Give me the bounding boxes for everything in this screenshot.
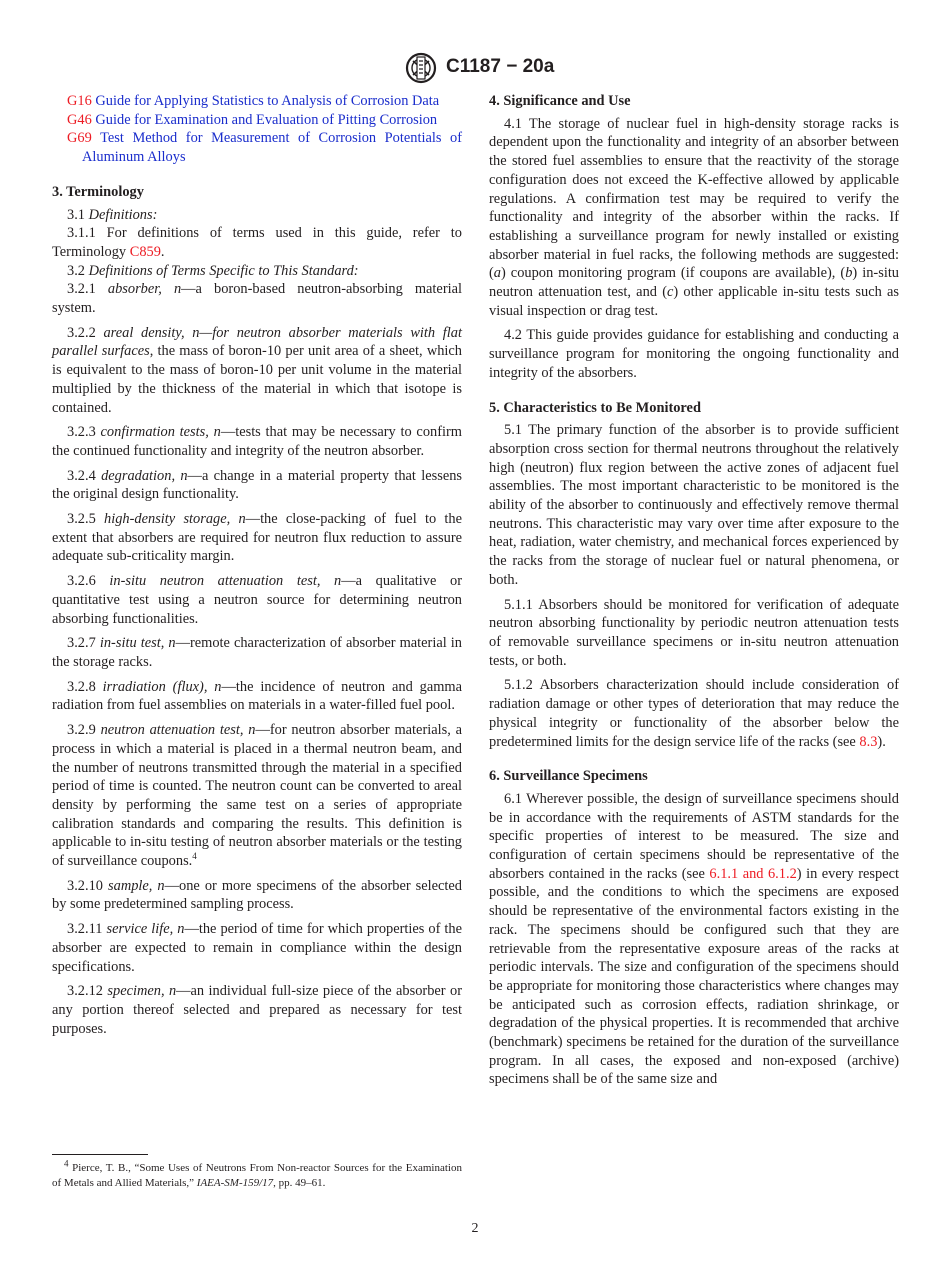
term-definition: —one or more specimens of the absorber selected by some predetermined sampling process. <box>52 877 462 913</box>
term-name: in-situ neutron attenuation test, n <box>109 573 342 590</box>
term-definition: —the incidence of neutron and gamma radiation from fuel assemblies on materials in a water-filled fuel pool. <box>52 678 462 714</box>
term-name: confirmation tests, n <box>100 424 221 441</box>
para-6-1 <box>489 790 899 1089</box>
para-4-1 <box>489 115 899 321</box>
footnote-citation: IAEA-SM-159/17 <box>196 1176 274 1189</box>
section-4-heading: 4. Significance and Use <box>489 93 631 109</box>
term-number: 3.2.9 <box>67 722 96 739</box>
para-text: 5.1.2 Absorbers characterization should include consideration of radiation damage or other types of deterioration that may reduce the physical integrity or functionality of the absorber below the predetermined limits for the design service life of the racks (see <box>489 677 899 750</box>
term-definition: —the close-packing of fuel to the extent that absorbers are required for neutron flux reduction to assure adequate sub-criticality margin. <box>52 511 462 565</box>
footnote-text: Pierce, T. B., “Some Uses of Neutrons From Non-reactor Sources for the Examination of Metals and Allied Materials,” <box>52 1162 462 1189</box>
para-text: ) coupon monitoring program (if coupons are available), ( <box>501 265 846 282</box>
term-number: 3.2.7 <box>67 635 96 652</box>
para-5-1-1: 5.1.1 Absorbers should be monitored for verification of adequate neutron absorbing functionality by periodic neutron attenuation tests of removable surveillance specimens or in-situ neutron attenuation tests, or both. <box>489 596 899 669</box>
term-definition: , the mass of boron-10 per unit area of a sheet, which is equivalent to the mass of boron-10 per unit volume in the material multiplied by the thickness of the material in which that isotope is contained. <box>52 343 462 416</box>
para-text: ). <box>877 733 886 750</box>
reference-g46 <box>52 111 462 130</box>
section-6-heading: 6. Surveillance Specimens <box>489 768 648 785</box>
reference-code[interactable]: G69 <box>67 130 92 147</box>
para-text: 3.1.1 For definitions of terms used in this guide, refer to Terminology <box>52 225 462 260</box>
term-name: neutron attenuation test, n <box>100 722 256 739</box>
term-3-2-4 <box>52 467 462 504</box>
section-6-1-1-link[interactable]: 6.1.1 and 6.1.2 <box>709 865 797 882</box>
term-name: in-situ test, n <box>99 635 176 652</box>
left-column <box>52 92 462 1038</box>
term-3-2-9 <box>52 721 462 871</box>
footnote-marker[interactable]: 4 <box>192 851 197 862</box>
term-3-2-11 <box>52 920 462 976</box>
term-name: high-density storage, n <box>104 511 246 528</box>
term-number: 3.2.6 <box>67 573 96 590</box>
term-number: 3.2.11 <box>67 921 103 938</box>
term-number: 3.2.3 <box>67 424 96 441</box>
term-definition: —an individual full-size piece of the absorber or any portion thereof selected and prepared as necessary for test purposes. <box>52 983 462 1037</box>
para-label: Definitions: <box>88 206 158 223</box>
footnote-divider <box>52 1154 148 1155</box>
astm-logo-icon <box>403 52 439 84</box>
term-number: 3.2.10 <box>67 877 103 894</box>
term-number: 3.2.4 <box>67 467 96 484</box>
reference-code[interactable]: G46 <box>67 111 92 128</box>
reference-g69 <box>52 129 462 166</box>
footnote-number: 4 <box>64 1158 69 1169</box>
section-8-3-link[interactable]: 8.3 <box>859 733 878 750</box>
reference-title[interactable]: Guide for Applying Statistics to Analysis of Corrosion Data <box>95 93 440 109</box>
term-3-2-8 <box>52 678 462 715</box>
footnote-4 <box>52 1158 462 1190</box>
section-3-heading: 3. Terminology <box>52 183 144 200</box>
term-name: sample, n <box>108 877 165 894</box>
term-number: 3.2.5 <box>67 511 96 528</box>
term-definition: —remote characterization of absorber material in the storage racks. <box>52 635 463 670</box>
term-number: 3.2.12 <box>67 983 103 1000</box>
term-definition: —for neutron absorber materials, a process in which a material is placed in a thermal neutron beam, and the number of neutrons transmitted through the material in a specified period of time is counted. The neutron count can be converted to areal density by performing the same test on a series of appropriate calibration standards and comparing the results. This definition is applicable to in-situ testing of neutron absorber materials or the testing of surveillance coupons. <box>52 722 462 870</box>
item-letter: c <box>666 284 674 301</box>
term-definition: —the period of time for which properties of the absorber are expected to remain in compliance within the design specifications. <box>52 921 462 975</box>
term-definition: —tests that may be necessary to confirm the continued functionality and integrity of the neutron absorber. <box>52 424 462 459</box>
term-number: 3.2.8 <box>67 678 96 695</box>
para-5-1-2 <box>489 676 899 751</box>
para-label: Definitions of Terms Specific to This Standard: <box>88 262 359 279</box>
item-letter: b <box>845 265 853 282</box>
term-definition: —a qualitative or quantitative test using a neutron source for determining neutron absorbing functionalities. <box>52 573 462 627</box>
reference-title[interactable]: Test Method for Measurement of Corrosion Potentials of Aluminum Alloys <box>82 130 462 166</box>
para-text: . <box>160 243 165 260</box>
para-3-1 <box>52 206 462 225</box>
reference-title[interactable]: Guide for Examination and Evaluation of Pitting Corrosion <box>95 111 438 128</box>
para-number: 3.2 <box>67 262 85 279</box>
page-header <box>0 50 950 88</box>
para-text: 6.1 Wherever possible, the design of surveillance specimens should be in accordance with the requirements of ASTM standards for the specific properties of interest to be measured. The size and configuration of certain specimens should be representative of the absorbers contained in the racks (see <box>489 790 899 882</box>
term-3-2-5 <box>52 510 462 566</box>
term-3-2-3 <box>52 423 462 460</box>
term-3-2-2 <box>52 324 462 418</box>
para-number: 3.1 <box>67 206 85 223</box>
reference-code[interactable]: G16 <box>67 93 92 109</box>
para-text: 4.1 The storage of nuclear fuel in high-density storage racks is dependent upon the functionality and integrity of an absorber between the stored fuel assemblies to ensure that the reactivity of the storage configuration does not exceed the K-effective allowed by applicable regulations. A confirmation test may be required to verify the functionality and integrity of the absorber within the racks. If establishing a surveillance program for newly installed or existing absorber material in fuel racks, the following methods are suggested: ( <box>489 115 899 282</box>
term-name: degradation, n <box>101 467 188 484</box>
page-number: 2 <box>471 1221 479 1236</box>
footnote-text: , pp. 49–61. <box>273 1176 326 1189</box>
term-definition: —a boron-based neutron-absorbing material system. <box>52 281 462 317</box>
para-text: ) in-situ neutron attenuation test, and ( <box>489 265 900 301</box>
term-3-2-12 <box>52 982 462 1038</box>
term-3-2-6 <box>52 572 462 628</box>
term-number: 3.2.1 <box>67 281 96 298</box>
item-letter: a <box>493 265 501 282</box>
para-5-1: 5.1 The primary function of the absorber is to provide sufficient absorption cross section for thermal neutrons throughout the relatively high (neutron) flux region between the active zones of adjacent fuel assemblies. The most important characteristic to be monitored is the ability of the absorber to continuously and effectively remove thermal neutrons. This characteristic may vary over time after exposure to the heat, radiation, water chemistry, and mechanical forces experienced by the racks from the storage of nuclear fuel or natural phenomena, or both. <box>489 422 899 588</box>
para-3-1-1 <box>52 224 462 261</box>
term-name: areal density, n—for neutron absorber materials with flat parallel surfaces <box>52 324 462 360</box>
c859-link[interactable]: C859 <box>129 243 161 260</box>
section-5-heading: 5. Characteristics to Be Monitored <box>489 399 701 416</box>
term-name: specimen, n <box>107 983 177 1000</box>
term-3-2-10 <box>52 877 462 914</box>
reference-g16 <box>52 92 462 111</box>
term-name: absorber, n <box>107 281 182 298</box>
term-3-2-1 <box>52 280 462 317</box>
right-column <box>489 92 899 1089</box>
para-3-2 <box>52 262 462 281</box>
term-number: 3.2.2 <box>67 324 96 341</box>
term-name: service life, n <box>106 921 185 938</box>
para-4-2: 4.2 This guide provides guidance for establishing and conducting a surveillance program for monitoring the ongoing functionality and integrity of the absorbers. <box>489 327 899 381</box>
para-text: ) in every respect possible, and the conditions to which the specimens are exposed should be representative of the environmental factors existing in the rack. The specimens should be configured such that they are retrievable from the representative exposure areas of the racks at periodic intervals. The size and configuration of the specimens should be appropriate for monitoring those characteristics where changes may be anticipated such as corrosion effects, radiation shrinkage, or degradation of the physical properties. It is recommended that archive (benchmark) specimens be retained for the duration of the surveillance program. In all cases, the exposed and non-exposed (archive) specimens shall be of the same size and <box>489 865 899 1088</box>
term-name: irradiation (flux), n <box>102 678 222 695</box>
term-3-2-7 <box>52 634 462 671</box>
term-definition: —a change in a material property that lessens the original design functionality. <box>52 467 462 503</box>
para-text: ) other applicable in-situ tests such as visual inspection or drag test. <box>489 284 899 319</box>
designation: C1187 − 20a <box>446 56 555 77</box>
